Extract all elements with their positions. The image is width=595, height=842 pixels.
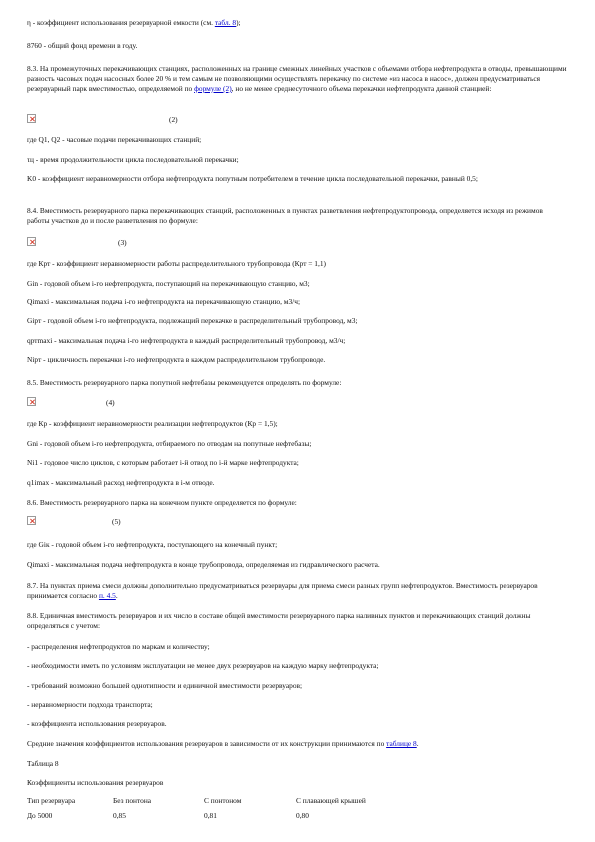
text: Средние значения коэффициентов использования резервуаров в зависимости от их конструкции принимаются по (27, 739, 387, 748)
paragraph-gik: где Giк - годовой объем i-го нефтепродукта, поступающего на конечный пункт; (27, 540, 278, 549)
text: , но не менее среднесуточного объема перекачки нефтепродукта данной станцией: (231, 83, 492, 93)
paragraph-8-7 (27, 581, 567, 601)
table-cell: 0,85 (113, 811, 126, 820)
text: 8.3. На промежуточных перекачивающих станциях, расположенных на границе смежных линейных участков с объемами отбора нефтепродукта в отводы, превышающими разность часовых подач насосных более 20 % и тем самым не позволяющими осуществлять перекачку по системе «из насоса в насос», должен предусматриваться резервуарный парк вместимостью, определяемой по (27, 64, 567, 93)
link-formula-2[interactable]: формуле (2) (194, 83, 232, 93)
table-label: Таблица 8 (27, 759, 59, 768)
table-cell: С плавающей крышей (296, 796, 366, 805)
list-item: - требований возможно большей однотипности и единичной вместимости резервуаров; (27, 681, 303, 690)
paragraph-8-3 (27, 64, 567, 93)
paragraph-ni: Ni1 - годовое число циклов, с которым работает i-й отвод по i-й марке нефтепродукта; (27, 458, 299, 467)
formula-number: (4) (106, 398, 115, 407)
paragraph-gipt: Gipт - годовой объем i-го нефтепродукта, подлежащий перекачке в распределительный трубопровод, м3; (27, 316, 358, 325)
text: ); (236, 18, 241, 27)
formula-number: (2) (169, 115, 178, 124)
paragraph-8-4: 8.4. Вместимость резервуарного парка перекачивающих станций, расположенных в пунктах разветвления нефтепродуктопровода, определяется исходя из режимов работы участков до и после разветвления по формуле: (27, 206, 543, 225)
paragraph-q1q2: где Q1, Q2 - часовые подачи перекачивающих станций; (27, 135, 202, 144)
table-cell: 0,80 (296, 811, 309, 820)
paragraph-tau: τц - время продолжительности цикла последовательной перекачки; (27, 155, 239, 164)
list-item: - коэффициента использования резервуаров. (27, 719, 167, 728)
paragraph-nipt: Nipт - цикличность перекачки i-го нефтепродукта в каждом распределительном трубопроводе. (27, 355, 326, 364)
table-cell: До 5000 (27, 811, 53, 820)
link-table-8[interactable]: табл. 8 (214, 18, 237, 27)
formula-4 (27, 397, 167, 411)
list-item: - необходимости иметь по условиям эксплуатации не менее двух резервуаров на каждую марку нефтепродукта; (27, 661, 379, 670)
link-table-8[interactable]: таблице 8 (386, 739, 417, 748)
formula-number: (3) (118, 238, 127, 247)
text: . (115, 590, 118, 600)
table-cell: 0,81 (204, 811, 217, 820)
paragraph-eta (27, 18, 567, 28)
paragraph-qrtmax: qртmaxi - максимальная подача i-го нефтепродукта в каждый распределительный трубопровод, м3/ч; (27, 336, 346, 345)
paragraph-gin: Gin - годовой объем i-го нефтепродукта, поступающий на перекачивающую станцию, м3; (27, 279, 310, 288)
paragraph-krt: где Крт - коэффициент неравномерности работы распределительного трубопровода (Крт = 1,1) (27, 259, 326, 268)
table-cell: Тип резервуара (27, 796, 76, 805)
list-item: - неравномерности подхода транспорта; (27, 700, 153, 709)
table-cell: С понтоном (204, 796, 242, 805)
paragraph-8760: 8760 - общий фонд времени в году. (27, 41, 138, 50)
broken-image-icon (27, 237, 36, 246)
reservoir-coefficients-table (27, 796, 416, 826)
broken-image-icon (27, 397, 36, 406)
paragraph-qimax: Qimaxi - максимальная подача i-го нефтепродукта на перекачивающую станцию, м3/ч; (27, 297, 301, 306)
paragraph-q1max: q1imax - максимальный расход нефтепродукта в i-м отводе. (27, 478, 215, 487)
list-item: - распределения нефтепродуктов по маркам и количеству; (27, 642, 210, 651)
text: . (416, 739, 419, 748)
broken-image-icon (27, 114, 36, 123)
table-title: Коэффициенты использования резервуаров (27, 778, 164, 787)
paragraph-kp: где Кр - коэффициент неравномерности реализации нефтепродуктов (Кр = 1,5); (27, 419, 278, 428)
paragraph-k0: K0 - коэффициент неравномерности отбора нефтепродукта попутным потребителем в течение цикла последовательной перекачки, равный 0,5; (27, 174, 478, 183)
paragraph-gni: Gni - годовой объем i-го нефтепродукта, отбираемого по отводам на попутные нефтебазы; (27, 439, 312, 448)
paragraph-qimax-end: Qimaxi - максимальная подача нефтепродукта в конце трубопровода, определяемая из гидравлического расчета. (27, 560, 380, 569)
table-row (27, 796, 416, 811)
table-cell: Без понтона (113, 796, 152, 805)
formula-2 (27, 114, 187, 128)
formula-number: (5) (112, 517, 121, 526)
paragraph-average-values (27, 739, 567, 749)
text: 8.7. На пунктах приема смеси должны дополнительно предусматриваться резервуары для приема смеси разных групп нефтепродуктов. Вместимость резервуаров принимается согласно (27, 581, 538, 600)
formula-3 (27, 237, 167, 251)
paragraph-8-5: 8.5. Вместимость резервуарного парка попутной нефтебазы рекомендуется определять по формуле: (27, 378, 342, 387)
text: η - коэффициент использования резервуарной емкости (см. (27, 18, 215, 27)
paragraph-8-6: 8.6. Вместимость резервуарного парка на конечном пункте определяется по формуле: (27, 498, 297, 507)
link-clause-4-5[interactable]: п. 4.5 (98, 590, 116, 600)
paragraph-8-8: 8.8. Единичная вместимость резервуаров и их число в составе общей вместимости резервуарного парка наливных пунктов и перекачивающих станций должны определяться с учетом: (27, 611, 531, 630)
table-row (27, 811, 416, 826)
formula-5 (27, 516, 167, 530)
broken-image-icon (27, 516, 36, 525)
